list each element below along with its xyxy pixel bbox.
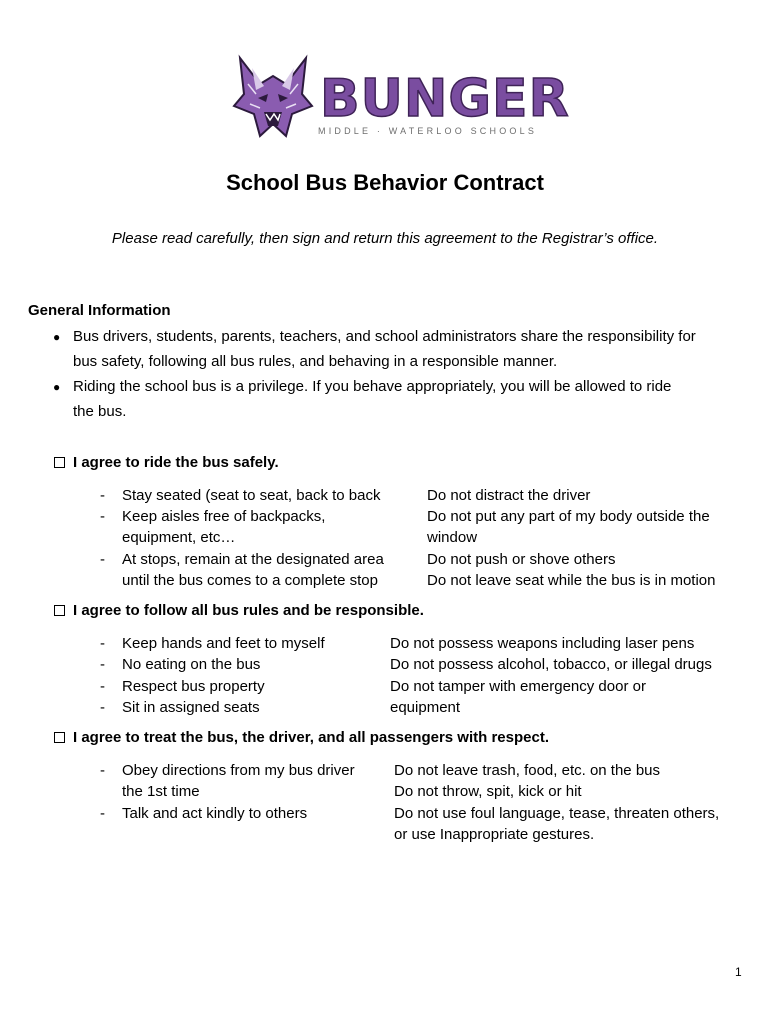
rule-item: window: [427, 529, 478, 546]
rule-item: the 1st time: [122, 783, 200, 800]
rule-item: Do not possess alcohol, tobacco, or illegal drugs: [390, 656, 712, 673]
general-info-heading: General Information: [28, 302, 171, 319]
rule-item: Do not push or shove others: [427, 551, 616, 568]
page-number: 1: [735, 965, 742, 979]
rule-item: Do not leave trash, food, etc. on the bus: [394, 762, 661, 779]
rule-item: equipment, etc…: [122, 529, 236, 546]
bullet-icon: ●: [53, 330, 61, 344]
rule-item: Do not throw, spit, kick or hit: [394, 783, 582, 800]
page-title: School Bus Behavior Contract: [226, 170, 544, 195]
rule-item: Do not distract the driver: [427, 487, 591, 504]
logo-tagline: MIDDLE · WATERLOO SCHOOLS: [318, 126, 538, 136]
bullet-icon: ●: [53, 380, 61, 394]
section-heading: I agree to ride the bus safely.: [73, 454, 279, 471]
section-heading: I agree to treat the bus, the driver, and all passengers with respect.: [73, 729, 549, 746]
agree-respect-checkbox[interactable]: [54, 732, 65, 743]
rule-item: Do not tamper with emergency door or: [390, 678, 646, 695]
rule-item: Keep hands and feet to myself: [122, 635, 325, 652]
wolf-mascot-icon: [230, 54, 316, 140]
rule-item: At stops, remain at the designated area: [122, 551, 384, 568]
rule-item: Do not leave seat while the bus is in motion: [427, 572, 716, 589]
rule-item: Do not use foul language, tease, threaten others,: [394, 805, 720, 822]
rule-item: equipment: [390, 699, 461, 716]
rule-item: No eating on the bus: [122, 656, 261, 673]
bullet-item: Riding the school bus is a privilege. If you behave appropriately, you will be allowed to ride the bus.: [73, 378, 672, 420]
rule-item: Sit in assigned seats: [122, 699, 260, 716]
rule-item: Do not put any part of my body outside the: [427, 508, 710, 525]
rule-item: Stay seated (seat to seat, back to back: [122, 487, 381, 504]
instructions: Please read carefully, then sign and return this agreement to the Registrar’s office.: [111, 230, 659, 247]
rule-item: until the bus comes to a complete stop: [122, 572, 378, 589]
agree-ride-safely-checkbox[interactable]: [54, 457, 65, 468]
rule-item: or use Inappropriate gestures.: [394, 826, 595, 843]
rule-item: Talk and act kindly to others: [122, 805, 308, 822]
rule-item: Respect bus property: [122, 678, 265, 695]
bullet-item: Bus drivers, students, parents, teachers, and school administrators share the responsibility for bus safety, following all bus rules, and behaving in a responsible manner.: [73, 328, 696, 370]
rule-item: Keep aisles free of backpacks,: [122, 508, 326, 525]
rule-item: Do not possess weapons including laser pens: [390, 635, 695, 652]
section-heading: I agree to follow all bus rules and be responsible.: [73, 602, 424, 619]
rule-item: Obey directions from my bus driver: [122, 762, 355, 779]
agree-follow-rules-checkbox[interactable]: [54, 605, 65, 616]
logo-wordmark: BUNGER: [320, 69, 570, 129]
